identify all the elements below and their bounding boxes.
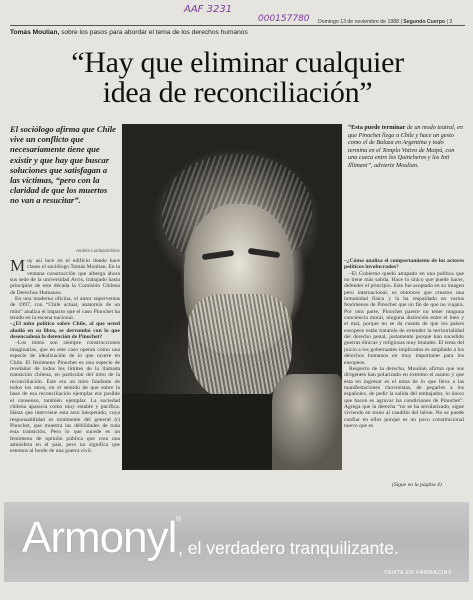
record-id-handwritten: 000157780 [258, 14, 310, 24]
portrait-photo [122, 124, 342, 470]
interview-answer: Respecto de la derecha, Moulian afirma que sus dirigentes han polarizado en extremo el asunto y que ésta en ingresar es el tema de lo que lleva a las manifestaciones chovinistas, de pegarles a los españoles, de pedir la salida del embajador, lo único que hacen es agravar las condiciones de Pinochet”. Agrega que la derecha “no se ha secularizado, sigue viviendo en torno al caudillo del héroe. No se puede confiar en ellos porque es un poco constitucional nuevo que es [344, 365, 464, 429]
kicker-name: Tomás Moulian, [10, 29, 60, 36]
page-number: 3 [449, 19, 453, 25]
page-header: Domingo 13 de noviembre de 1988 | Segundo Cuerpo | 3 [318, 19, 453, 25]
kicker-text: sobre los pasos para abordar el tema de los derechos humanos [61, 29, 248, 36]
interview-question: –¿Cómo analiza el comportamiento de los actores políticos involucrados? [344, 258, 464, 271]
drop-cap: M [10, 258, 26, 275]
photo-coat [122, 394, 282, 470]
photo-credit: Andrés Lombardo/Sos [76, 248, 120, 253]
kicker [10, 29, 450, 36]
article-column-left [10, 258, 120, 496]
article-paragraph: En una moderna oficina, el autor superventas de 1997, con “Chile actual, anatomía de un mito” analiza el impacto que el caso Pinochet ha tenido en la escena nacional. [10, 296, 120, 322]
interview-question: –¿El mito político sobre Chile, al que usted aludió en su libro, se derrumbó con lo que desencadenó la detención de Pinochet? [10, 321, 120, 341]
photo-hand [272, 374, 342, 470]
article-paragraph: Muy así luce en el edificio donde hace clases el sociólogo Tomás Moulian. En la ventana construcción que alberga ahora sus sede de la universidad Arcis, trabajado hasta principios de este década la Comisión Chilena de Derechos Humanos. [10, 258, 120, 296]
caption-lead-in: “Esta puede terminar [348, 124, 406, 131]
continued-note: (Sigue en la página 4) [392, 482, 442, 488]
ad-slogan: , el verdadero tranquilizante. [178, 538, 399, 558]
photo-caption [348, 124, 464, 170]
interview-answer: –Los mitos son siempre construcciones imaginarias, que en este caso operan como una especie de idealización de lo que ocurre en Chile. El fenómeno Pinochet es una especie de revelador de todos los límites de la llamada transición chilena, en particular del mito de la reconciliación. Este era un mito fundante de todos los otros, en el sentido de que sobre la base de esa reconciliación ejemplar era posible el consenso, también ejemplar. La sociedad chilena aparecía como muy estable y pacífica. Hasta que interviene esta acto inesperado, cuya responsabilidad es totalmente del general (r) Pinochet, que muestra las debilidades de toda esta transición. Pero lo que sucede es un fenómeno de opinión pública que crea una atmósfera en el país, pero no significa que estemos al borde de una guerra civil. [10, 340, 120, 455]
caption-attribution: advierte Moulian. [374, 161, 419, 169]
headline [10, 48, 465, 108]
article-column-right [344, 258, 464, 480]
ad-registered-mark: ® [176, 516, 182, 523]
page-date: Domingo 13 de noviembre de 1988 [318, 19, 400, 25]
caption-text: de un modo teatral, en que Pinochet llega a Chile y hace un gesto como el de Balaza en Argentina y todo termina en el Templo Votivo de Maipú, con una cueca entre los Quincheros y los Inti Illimani”, [348, 124, 463, 169]
ad-brand: Armonyl [22, 513, 177, 562]
archive-code-handwritten: AAF 3231 [184, 4, 233, 15]
header-rule [10, 25, 465, 26]
headline-line-2: idea de reconciliación” [102, 76, 373, 109]
headline-line-1: “Hay que eliminar cualquier [71, 46, 404, 79]
lead-paragraph: El sociólogo afirma que Chile vive un conflicto que necesariamente tiene que existir y que hay que buscar soluciones que satisfagan a las víctimas, “pero con la claridad de que los muertos no van a resucitar”. [10, 124, 116, 206]
page-section: Segundo Cuerpo [403, 19, 446, 25]
ad-subline: VENTA EN FARMACIAS [384, 570, 452, 576]
interview-answer: –El Gobierno quedó atrapado en una política que no tiene más salida. Hace lo único que puede hacer, defender el principio. Este fue aceptado en su imagen pero internacional, es entonces que crearon una inmunidad física y la ha respaldado en varios fenómenos de Pinochet que un fin de que no viajara. Por otra parte, Pinochet parece no tener ninguna conciencia moral, ninguna distinción entre el bien y el mal, porque no se da cuenta de que los países europeos están tratando de extender la territorialidad del derecho penal, justamente porque han sucedido guerras étnicas y religiosas muy brutales. El tema del juicio a los gobernantes implicados es ampliado a los derechos humanos en muy importante para los europeos. [344, 270, 464, 366]
